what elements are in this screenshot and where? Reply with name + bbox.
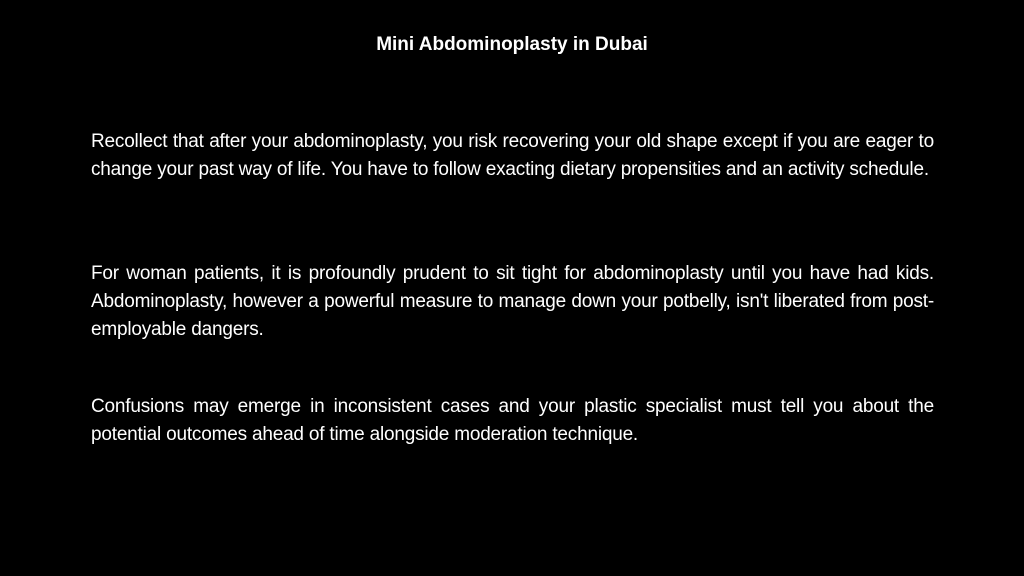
paragraph-complications: Confusions may emerge in inconsistent cases and your plastic specialist must tell you about the potential outcomes ahead of time alongside moderation technique. <box>91 396 934 445</box>
paragraph-diet-lifestyle: Recollect that after your abdominoplasty, you risk recovering your old shape except if you are eager to change your past way of life. You have to follow exacting dietary propensities and an activity schedule. <box>91 131 934 180</box>
slide-title: Mini Abdominoplasty in Dubai <box>376 34 648 55</box>
paragraph-woman-patients: For woman patients, it is profoundly prudent to sit tight for abdominoplasty until you have had kids. Abdominoplasty, however a powerful measure to manage down your potbelly, isn't liberated from post-employable dangers. <box>91 263 934 340</box>
